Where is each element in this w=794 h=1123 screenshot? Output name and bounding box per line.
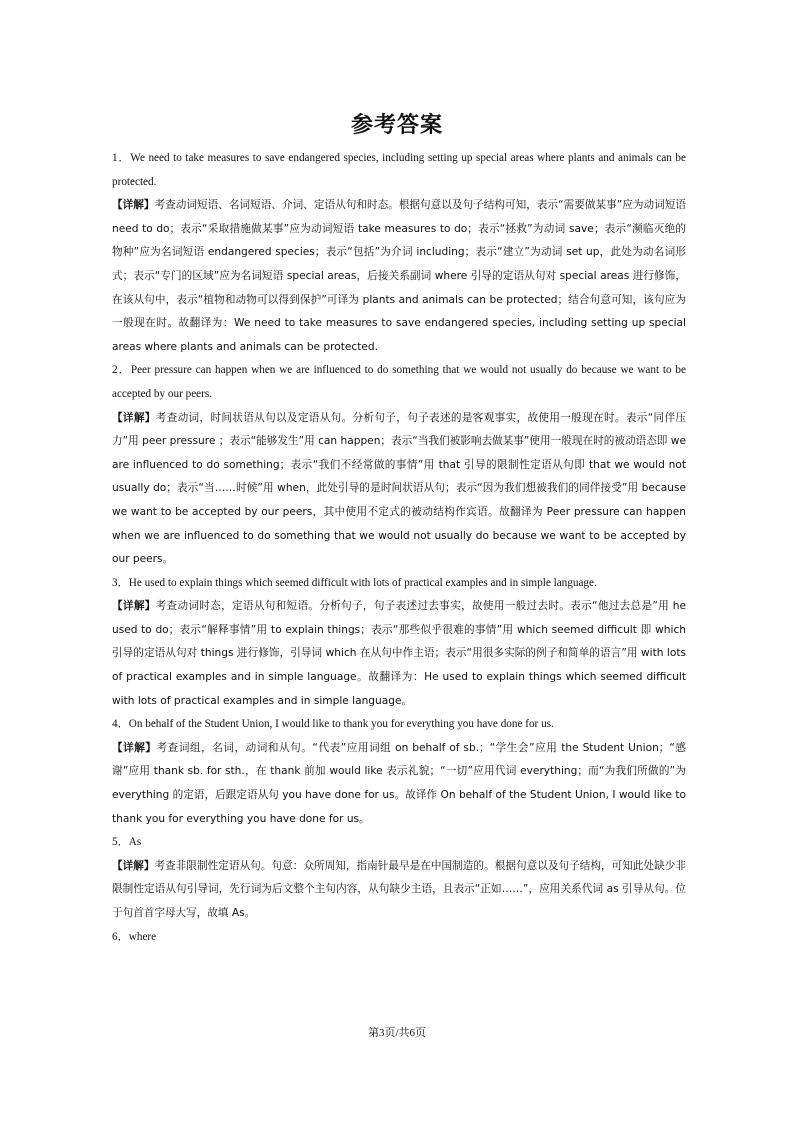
question-text: 1．We need to take measures to save endangered species, including setting up special areas where plants and animals can be protected. [112, 152, 686, 188]
explanation-label: 【详解】 [112, 600, 156, 613]
answer-item [112, 713, 686, 831]
explanation-text: 考查动词，时间状语从句以及定语从句。分析句子，句子表述的是客观事实，故使用一般现在时。表示“同伴压力”用 peer pressure ；表示“能够发生”用 can happen；表示“当我们被影响去做某事”使用一般现在时的被动语态即 we are influenced to do something；表示“我们不经常做的事情”用 that 引导的限制性定语从句即 that we would not usually do；表示“当……时候”用 when，此处引导的是时间状语从句；表示“因为我们想被我们的同伴接受”用 because we want to be accepted by our peers，其中使用不定式的被动结构作宾语。故翻译为 Peer pressure can happen when we are influenced to do something that we would not usually do because we want to be accepted by our peers。 [112, 411, 687, 566]
explanation-label: 【详解】 [112, 411, 156, 424]
page-number: 第3页/共6页 [367, 1027, 427, 1039]
answer-item [112, 359, 686, 571]
explanation-label: 【详解】 [112, 859, 155, 872]
explanation-text: 考查动词时态，定语从句和短语。分析句子，句子表述过去事实，故使用一般过去时。表示“他过去总是”用 he used to do；表示“解释事情”用 to explain things；表示“那些似乎很难的事情”用 which seemed difficult 即 which 引导的定语从句对 things 进行修饰，引导词 which 在从句中作主语；表示“用很多实际的例子和简单的语言”用 with lots of practical examples and in simple language。故翻译为：He used to explain things which seemed difficult with lots of practical examples and in simple language。 [112, 600, 686, 707]
answer-item [112, 831, 686, 925]
answer-item [112, 926, 686, 950]
answer-explanation [112, 737, 686, 831]
answer-explanation [112, 194, 686, 359]
question-text: 3．He used to explain things which seemed difficult with lots of practical examples and in simple language. [112, 576, 597, 589]
explanation-label: 【详解】 [112, 199, 155, 212]
explanation-label: 【详解】 [112, 741, 157, 754]
question-text: 5．As [112, 836, 142, 849]
explanation-text: 考查动词短语、名词短语、介词、定语从句和时态。根据句意以及句子结构可知，表示“需要做某事”应为动词短语 need to do；表示“采取措施做某事”应为动词短语 take measures to do；表示“拯救”为动词 save；表示“濒临灭绝的物种”应为名词短语 endangered species；表示“包括”为介词 including；表示“建立”为动词 set up，此处为动名词形式；表示“专门的区域”应为名词短语 special areas，后接关系副词 where 引导的定语从句对 special areas 进行修饰，在该从句中，表示“植物和动物可以得到保护”可译为 plants and animals can be protected；结合句意可知，该句应为一般现在时。故翻译为：We need to take measures to save endangered species, including setting up special areas where plants and animals can be protected. [112, 199, 686, 353]
question-text: 2．Peer pressure can happen when we are influenced to do something that we would not usually do because we want to be accepted by our peers. [112, 364, 686, 400]
answer-explanation [112, 407, 686, 572]
explanation-text: 考查非限制性定语从句。句意：众所周知，指南针最早是在中国制造的。根据句意以及句子结构，可知此处缺少非限制性定语从句引导词，先行词为后文整个主句内容，从句缺少主语，且表示“正如……”，应用关系代词 as 引导从句。位于句首首字母大写，故填 As。 [112, 859, 687, 919]
answer-item [112, 572, 686, 714]
answer-item [112, 147, 686, 359]
question-text: 4．On behalf of the Student Union, I would like to thank you for everything you have done for us. [112, 718, 554, 731]
explanation-text: 考查词组，名词，动词和从句。“代表”应用词组 on behalf of sb.；“学生会”应用 the Student Union；“感谢”应用 thank sb. for sth.，在 thank 前加 would like 表示礼貌；“一切”应用代词 everything；而“为我们所做的”为 everything 的定语，后跟定语从句 you have done for us。故译作 On behalf of the Student Union, I would like to thank you for everything you have done for us。 [112, 741, 686, 825]
answer-list [112, 147, 686, 949]
page-title: 参考答案 [350, 113, 443, 138]
answer-explanation [112, 595, 686, 713]
question-text: 6．where [112, 930, 157, 943]
answer-explanation [112, 855, 686, 926]
